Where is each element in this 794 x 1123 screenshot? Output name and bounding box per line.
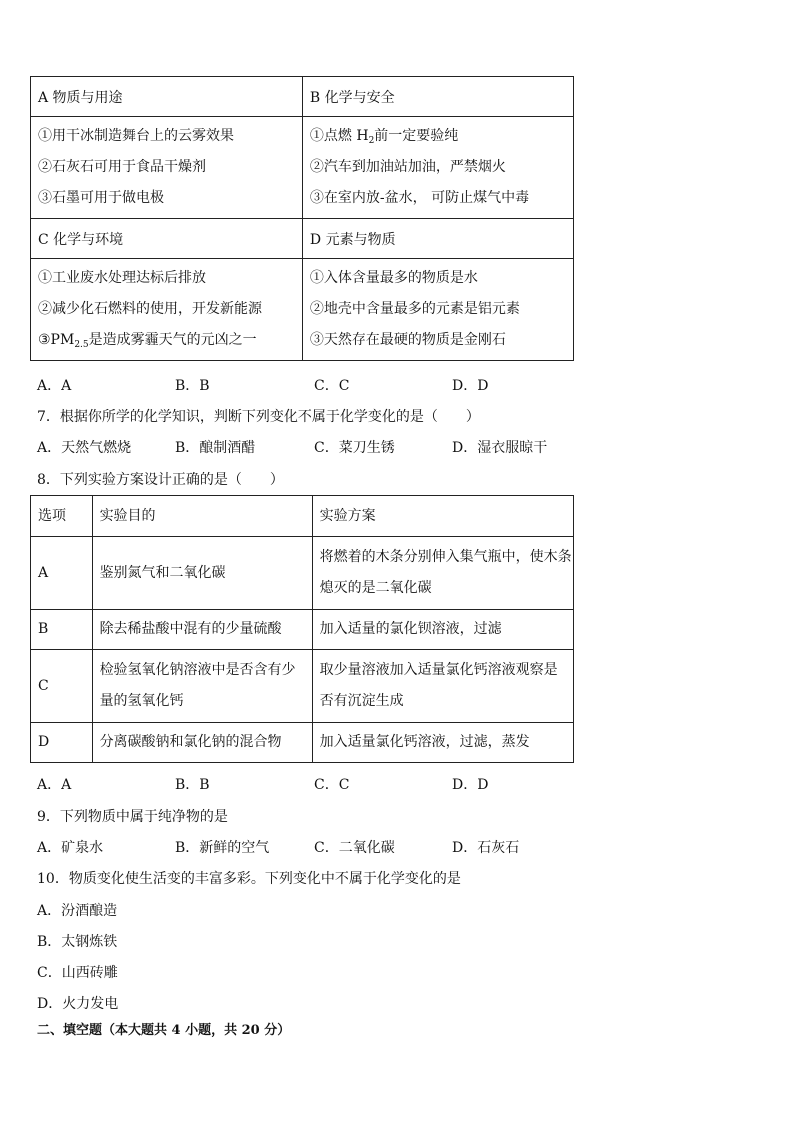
- q6-cell-b-title: B 化学与安全: [302, 77, 573, 117]
- q8-header-purpose: 实验目的: [92, 496, 312, 537]
- table-row: [31, 610, 574, 650]
- q9-option-d[interactable]: D．石灰石: [452, 840, 520, 856]
- q8-cell-purpose: 除去稀盐酸中混有的少量硫酸: [92, 610, 312, 650]
- q9-option-c[interactable]: C．二氧化碳: [314, 840, 395, 856]
- q6-c-item: ①工业废水处理达标后排放: [38, 270, 206, 286]
- q8-option-c[interactable]: C．C: [314, 777, 350, 793]
- q10-option-d[interactable]: D．火力发电: [37, 996, 119, 1012]
- q7-option-a[interactable]: A．天然气燃烧: [37, 440, 132, 456]
- q8-stem: 8．下列实验方案设计正确的是（ ）: [37, 472, 284, 488]
- q8-plan-line: 熄灭的是二氧化碳: [319, 580, 432, 596]
- q8-header-plan: 实验方案: [312, 496, 573, 537]
- q8-table: [30, 495, 574, 763]
- q8-cell-plan: 加入适量氯化钙溶液，过滤，蒸发: [312, 723, 573, 763]
- q8-cell-plan: 加入适量的氯化钡溶液，过滤: [312, 610, 573, 650]
- q6-option-b[interactable]: B．B: [175, 378, 210, 394]
- q8-cell-purpose: [92, 650, 312, 723]
- q6-d-item: ①入体含量最多的物质是水: [309, 270, 478, 286]
- q6-option-c[interactable]: C．C: [314, 378, 350, 394]
- q8-plan-line: 将燃着的木条分别伸入集气瓶中，使木条: [319, 549, 572, 565]
- q10-option-c[interactable]: C．山西砖雕: [37, 965, 118, 981]
- q6-cell-c-body: [31, 259, 303, 361]
- q10-option-a[interactable]: A．汾酒酿造: [37, 903, 118, 919]
- q6-option-d[interactable]: D．D: [452, 378, 489, 394]
- q6-cell-d-title: D 元素与物质: [302, 219, 573, 259]
- q6-table: [30, 76, 574, 361]
- q10-stem: 10．物质变化使生活变的丰富多彩。下列变化中不属于化学变化的是: [37, 871, 461, 887]
- q7-option-b[interactable]: B．酿制酒醋: [175, 440, 256, 456]
- q8-cell-option: C: [31, 650, 93, 723]
- q8-cell-plan: [312, 537, 573, 610]
- q6-b-item: ③在室内放-盆水， 可防止煤气中毒: [309, 190, 530, 206]
- q8-purpose-line: 检验氢氧化钠溶液中是否含有少: [99, 662, 296, 678]
- q10-option-b[interactable]: B．太钢炼铁: [37, 934, 118, 950]
- q6-c-item: ②减少化石燃料的使用，开发新能源: [38, 301, 262, 317]
- q6-b-item: ①点燃 $H_2$前一定要验纯: [309, 128, 459, 146]
- q9-option-b[interactable]: B．新鲜的空气: [175, 840, 270, 856]
- q6-cell-b-body: [302, 117, 573, 219]
- q6-d-item: ②地壳中含量最多的元素是铝元素: [309, 301, 520, 317]
- q8-cell-plan: [312, 650, 573, 723]
- q8-option-d[interactable]: D．D: [452, 777, 489, 793]
- q6-a-item: ②石灰石可用于食品干燥剂: [38, 159, 206, 175]
- table-row: [31, 650, 574, 723]
- q6-option-a[interactable]: A．A: [37, 378, 72, 394]
- q8-cell-option: D: [31, 723, 93, 763]
- q8-cell-purpose: 分离碳酸钠和氯化钠的混合物: [92, 723, 312, 763]
- q6-cell-d-body: [302, 259, 573, 361]
- q6-cell-c-title: C 化学与环境: [31, 219, 303, 259]
- q8-plan-line: 取少量溶液加入适量氯化钙溶液观察是: [319, 662, 558, 678]
- q8-header-option: 选项: [31, 496, 93, 537]
- table-row: [31, 723, 574, 763]
- section-title: 二、填空题（本大题共 4 小题，共 20 分）: [37, 1023, 291, 1038]
- q8-cell-option: A: [31, 537, 93, 610]
- q6-b-item: ②汽车到加油站加油，严禁烟火: [309, 159, 506, 175]
- q9-option-a[interactable]: A．矿泉水: [37, 840, 104, 856]
- q7-option-d[interactable]: D．湿衣服晾干: [452, 440, 548, 456]
- q6-a-item: ③石墨可用于做电极: [38, 190, 164, 206]
- q6-c-item: $③PM_{2.5}$是造成雾霾天气的元凶之一: [38, 332, 257, 350]
- q8-option-b[interactable]: B．B: [175, 777, 210, 793]
- q6-d-item: ③天然存在最硬的物质是金刚石: [309, 332, 506, 348]
- table-header-row: [31, 496, 574, 537]
- q8-cell-option: B: [31, 610, 93, 650]
- table-row: [31, 537, 574, 610]
- q6-a-item: ①用干冰制造舞台上的云雾效果: [38, 128, 234, 144]
- q6-cell-a-body: [31, 117, 303, 219]
- q8-option-a[interactable]: A．A: [37, 777, 72, 793]
- q9-stem: 9．下列物质中属于纯净物的是: [37, 809, 228, 825]
- q8-purpose-line: 量的氢氧化钙: [99, 693, 184, 709]
- q8-plan-line: 否有沉淀生成: [319, 693, 404, 709]
- q7-option-c[interactable]: C．菜刀生锈: [314, 440, 395, 456]
- q7-stem: 7．根据你所学的化学知识，判断下列变化不属于化学变化的是（ ）: [37, 409, 480, 425]
- q8-cell-purpose: 鉴别氮气和二氧化碳: [92, 537, 312, 610]
- q6-cell-a-title: A 物质与用途: [31, 77, 303, 117]
